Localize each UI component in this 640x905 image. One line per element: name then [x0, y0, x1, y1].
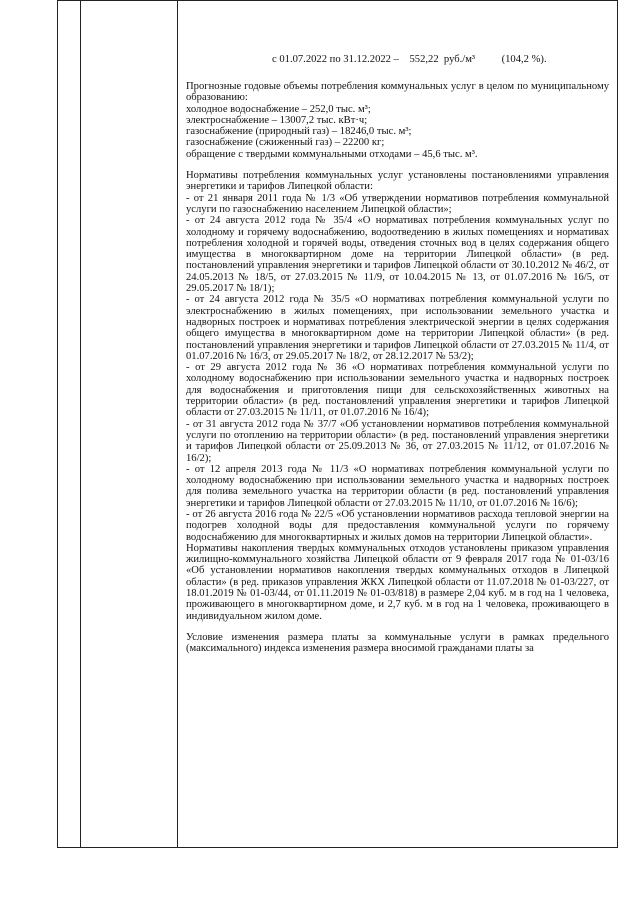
tariff-line: с 01.07.2022 по 31.12.2022 – 552,22 руб./м³ (104,2 %).	[272, 54, 547, 65]
document-table	[57, 0, 618, 848]
number-column	[58, 1, 81, 848]
norm-item: - от 12 апреля 2013 года № 11/3 «О нормативах потребления коммунальной услуги по холодному водоснабжению при использовании земельного участка и надворных построек для полива земельного участка на территории области (в ред. постановлений управления энергетики и тарифов Липецкой области от 27.03.2015 № 11/10, от 01.07.2016 № 16/6);	[186, 463, 609, 509]
norm-item: - от 24 августа 2012 года № 35/5 «О нормативах потребления коммунальной услуги по электроснабжению в жилых помещениях, при использовании земельного участка и надворных построек и нормативах потребления электрической энергии в целях содержания общего имущества в многоквартирном доме на территории Липецкой области» (в ред. постановлений управления энергетики и тарифов Липецкой области от 27.03.2015 № 11/4, от 01.07.2016 № 16/3, от 29.05.2017 № 18/2, от 28.12.2017 № 53/2);	[186, 294, 609, 362]
text-column	[178, 1, 618, 848]
volume-item: электроснабжение – 13007,2 тыс. кВт·ч;	[186, 114, 368, 126]
waste-norm-paragraph: Нормативы накопления твердых коммунальных отходов установлены приказом управления жилищно-коммунального хозяйства Липецкой области от 9 февраля 2017 года № 01-03/16 «Об установлении нормативов накопления твердых коммунальных отходов в Липецкой области» (в ред. приказов управления ЖКХ Липецкой области от 11.07.2018 № 01-03/227, от 18.01.2019 № 01-03/44, от 01.11.2019 № 01-03/818) в размере 2,04 куб. м в год на 1 человека, проживающего в многоквартирном доме, и 2,7 куб. м в год на 1 человека, проживающего в индивидуальном жилом доме.	[186, 542, 609, 622]
document-body	[178, 1, 617, 655]
condition-paragraph: Условие изменения размера платы за коммунальные услуги в рамках предельного (максимального) индекса изменения размера вносимой гражданами платы за	[186, 631, 609, 655]
volume-item: газоснабжение (природный газ) – 18246,0 тыс. м³;	[186, 126, 412, 138]
label-column	[81, 1, 178, 848]
norms-intro: Нормативы потребления коммунальных услуг установлены постановлениями управления энергетики и тарифов Липецкой области:	[186, 170, 609, 193]
norm-item: - от 29 августа 2012 года № 36 «О нормативах потребления коммунальной услуги по холодному водоснабжению при использовании земельного участка и надворных построек для водоснабжения и приготовления пищи для сельскохозяйственных животных на территории области» (в ред. постановлений управления энергетики и тарифов Липецкой области от 27.03.2015 № 11/11, от 01.07.2016 № 16/4);	[186, 362, 609, 419]
norm-item: - от 26 августа 2016 года № 22/5 «Об установлении нормативов расхода тепловой энергии на подогрев холодной воды для предоставления коммунальной услуги по горячему водоснабжению для многоквартирных и жилых домов на территории Липецкой области».	[186, 508, 609, 543]
volume-item: обращение с твердыми коммунальными отходами – 45,6 тыс. м³.	[186, 148, 478, 160]
volumes-list	[186, 104, 609, 160]
volume-item: холодное водоснабжение – 252,0 тыс. м³;	[186, 103, 371, 115]
norm-item: - от 24 августа 2012 года № 35/4 «О нормативах потребления коммунальных услуг по холодному и горячему водоснабжению, водоотведению в жилых помещениях и нормативах потребления холодной и горячей воды, отведения сточных вод в целях содержания общего имущества в многоквартирном доме на территории Липецкой области» (в ред. постановлений управления энергетики и тарифов Липецкой области от 30.10.2012 № 46/2, от 24.05.2013 № 18/5, от 27.03.2015 № 11/9, от 10.04.2015 № 13, от 01.07.2016 № 16/5, от 29.05.2017 № 18/1);	[186, 215, 609, 295]
volumes-intro: Прогнозные годовые объемы потребления коммунальных услуг в целом по муниципальному образованию:	[186, 81, 609, 104]
norm-item: - от 21 января 2011 года № 1/3 «Об утверждении нормативов потребления коммунальной услуги по газоснабжению населением Липецкой области»;	[186, 192, 609, 215]
volume-item: газоснабжение (сжиженный газ) – 22200 кг;	[186, 137, 385, 149]
norm-item: - от 31 августа 2012 года № 37/7 «Об установлении нормативов потребления коммунальной услуги по отоплению на территории области» (в ред. постановлений управления энергетики и тарифов Липецкой области от 25.09.2013 № 36, от 27.03.2015 № 11/12, от 01.07.2016 № 16/2);	[186, 418, 609, 464]
norms-list	[186, 193, 609, 543]
